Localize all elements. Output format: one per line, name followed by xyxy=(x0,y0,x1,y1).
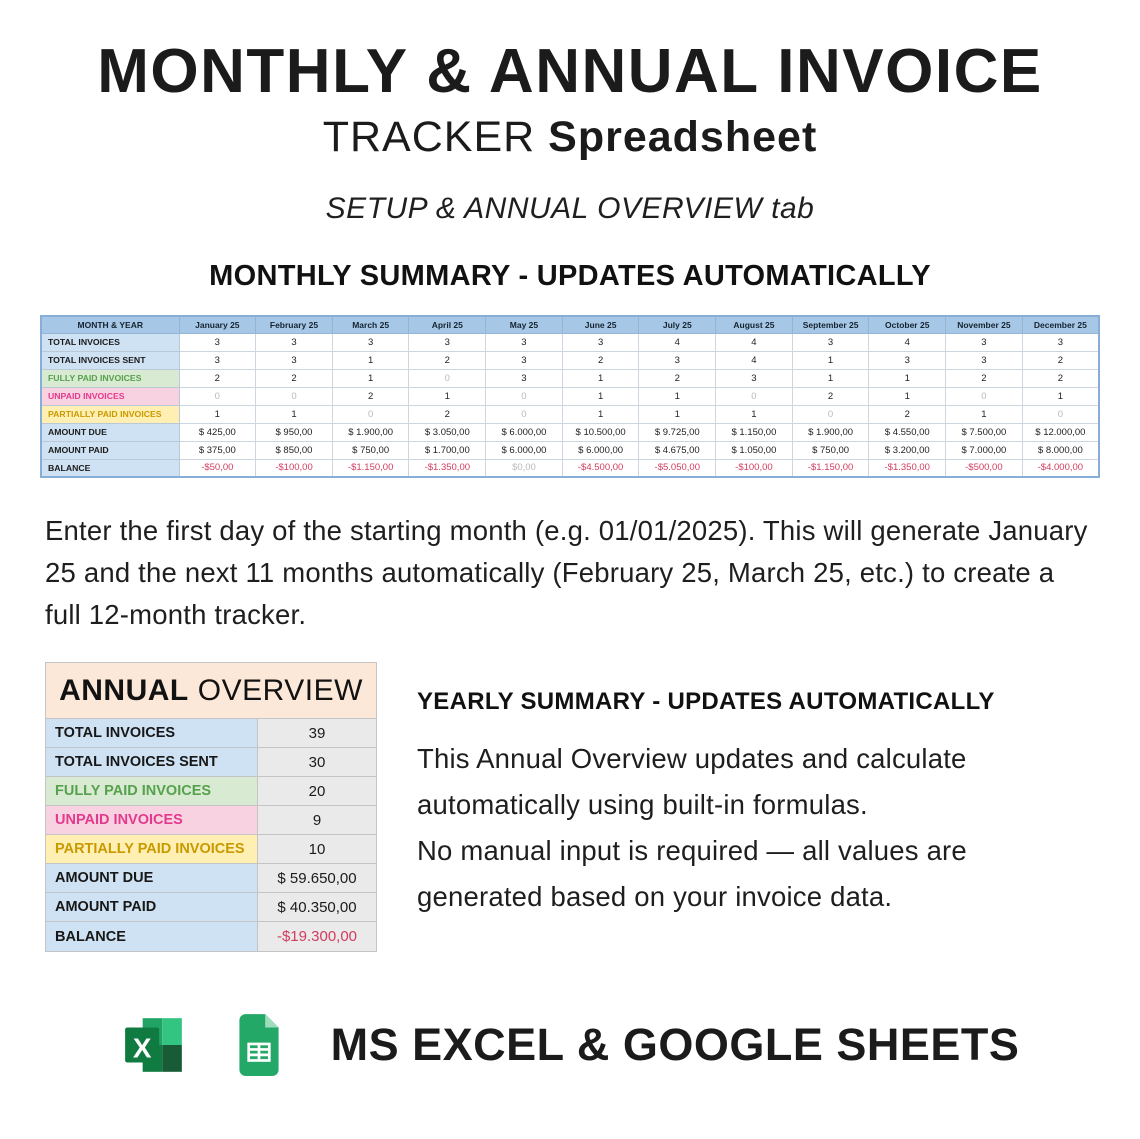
annual-row-value: -$19.300,00 xyxy=(258,922,376,951)
yearly-summary-paragraph-1: This Annual Overview updates and calculate automatically using built-in formulas. xyxy=(417,743,967,820)
table-cell: $ 1.150,00 xyxy=(716,423,793,441)
annual-row xyxy=(46,893,376,922)
month-column-header: July 25 xyxy=(639,316,716,333)
table-cell: $ 6.000,00 xyxy=(562,441,639,459)
footer-label: MS EXCEL & GOOGLE SHEETS xyxy=(330,1019,1020,1070)
table-cell: -$4.500,00 xyxy=(562,459,639,477)
table-cell: 2 xyxy=(792,387,869,405)
month-column-header: September 25 xyxy=(792,316,869,333)
yearly-summary-heading: YEARLY SUMMARY - UPDATES AUTOMATICALLY xyxy=(417,688,995,715)
table-row xyxy=(41,387,1099,405)
table-cell: $ 375,00 xyxy=(179,441,256,459)
table-cell: 3 xyxy=(179,351,256,369)
month-column-header: May 25 xyxy=(486,316,563,333)
annual-row xyxy=(46,719,376,748)
annual-row-label: BALANCE xyxy=(46,922,258,951)
monthly-header-row xyxy=(41,316,1099,333)
table-cell: 2 xyxy=(332,387,409,405)
annual-row xyxy=(46,806,376,835)
table-cell: $ 3.050,00 xyxy=(409,423,486,441)
table-cell: 1 xyxy=(869,369,946,387)
table-cell: 2 xyxy=(1022,351,1099,369)
annual-row xyxy=(46,922,376,951)
table-cell: 1 xyxy=(409,387,486,405)
row-label: BALANCE xyxy=(41,459,179,477)
annual-row-value: 9 xyxy=(258,806,376,834)
subtitle-tracker: TRACKER xyxy=(322,113,549,161)
table-cell: $ 4.550,00 xyxy=(869,423,946,441)
setup-note: Enter the first day of the starting month (e.g. 01/01/2025). This will generate January 25 and the next 11 months automatically (February 25, March 25, etc.) to create a full 12-month tracker. xyxy=(45,515,1088,630)
table-cell: $ 9.725,00 xyxy=(639,423,716,441)
table-cell: $ 7.000,00 xyxy=(946,441,1023,459)
table-cell: 2 xyxy=(562,351,639,369)
table-cell: 0 xyxy=(256,387,333,405)
monthly-summary-heading: MONTHLY SUMMARY - UPDATES AUTOMATICALLY xyxy=(209,260,931,292)
table-cell: 2 xyxy=(179,369,256,387)
table-cell: 1 xyxy=(179,405,256,423)
annual-row-label: AMOUNT DUE xyxy=(46,864,258,892)
google-sheets-icon xyxy=(233,1012,285,1078)
svg-text:X: X xyxy=(132,1032,152,1064)
month-column-header: December 25 xyxy=(1022,316,1099,333)
table-cell: $ 6.000,00 xyxy=(486,441,563,459)
annual-row xyxy=(46,748,376,777)
table-cell: -$100,00 xyxy=(256,459,333,477)
table-row xyxy=(41,405,1099,423)
annual-overview-title xyxy=(46,663,376,719)
table-cell: $ 10.500,00 xyxy=(562,423,639,441)
table-cell: 2 xyxy=(639,369,716,387)
table-cell: -$1.150,00 xyxy=(792,459,869,477)
table-cell: 3 xyxy=(256,333,333,351)
annual-row-label: PARTIALLY PAID INVOICES xyxy=(46,835,258,863)
table-cell: 3 xyxy=(792,333,869,351)
table-cell: $ 6.000,00 xyxy=(486,423,563,441)
table-cell: 3 xyxy=(946,351,1023,369)
table-cell: $0,00 xyxy=(486,459,563,477)
table-cell: $ 1.900,00 xyxy=(792,423,869,441)
annual-row xyxy=(46,835,376,864)
table-cell: 3 xyxy=(639,351,716,369)
page-subtitle xyxy=(0,113,1140,162)
table-cell: 1 xyxy=(792,369,869,387)
annual-overview-rows xyxy=(46,719,376,951)
annual-row-label: AMOUNT PAID xyxy=(46,893,258,921)
monthly-table-body xyxy=(41,333,1099,477)
table-cell: 3 xyxy=(946,333,1023,351)
table-cell: 3 xyxy=(486,369,563,387)
month-column-header: February 25 xyxy=(256,316,333,333)
annual-row-value: $ 40.350,00 xyxy=(258,893,376,921)
table-cell: 2 xyxy=(1022,369,1099,387)
table-cell: 4 xyxy=(716,351,793,369)
table-row xyxy=(41,369,1099,387)
annual-row-value: 39 xyxy=(258,719,376,747)
table-cell: 3 xyxy=(409,333,486,351)
row-label: FULLY PAID INVOICES xyxy=(41,369,179,387)
table-cell: 3 xyxy=(179,333,256,351)
month-column-header: June 25 xyxy=(562,316,639,333)
table-cell: $ 950,00 xyxy=(256,423,333,441)
yearly-summary-section xyxy=(417,662,1095,920)
table-cell: 0 xyxy=(179,387,256,405)
table-cell: 2 xyxy=(256,369,333,387)
row-label: UNPAID INVOICES xyxy=(41,387,179,405)
table-cell: 1 xyxy=(562,369,639,387)
annual-row-label: FULLY PAID INVOICES xyxy=(46,777,258,805)
annual-row xyxy=(46,777,376,806)
table-row xyxy=(41,423,1099,441)
table-cell: 0 xyxy=(1022,405,1099,423)
table-cell: 3 xyxy=(486,333,563,351)
table-cell: 1 xyxy=(332,351,409,369)
excel-icon xyxy=(121,1012,187,1078)
annual-row-value: 30 xyxy=(258,748,376,776)
table-cell: 1 xyxy=(332,369,409,387)
month-column-header: March 25 xyxy=(332,316,409,333)
table-cell: 1 xyxy=(716,405,793,423)
table-cell: 0 xyxy=(716,387,793,405)
table-row xyxy=(41,441,1099,459)
table-cell: 1 xyxy=(562,387,639,405)
annual-row xyxy=(46,864,376,893)
subtitle-spreadsheet: Spreadsheet xyxy=(548,113,818,161)
table-cell: 3 xyxy=(1022,333,1099,351)
table-cell: 0 xyxy=(792,405,869,423)
annual-row-label: UNPAID INVOICES xyxy=(46,806,258,834)
table-cell: $ 7.500,00 xyxy=(946,423,1023,441)
table-cell: 1 xyxy=(639,387,716,405)
annual-row-value: $ 59.650,00 xyxy=(258,864,376,892)
month-column-header: April 25 xyxy=(409,316,486,333)
row-label: AMOUNT DUE xyxy=(41,423,179,441)
table-cell: 0 xyxy=(332,405,409,423)
annual-row-label: TOTAL INVOICES SENT xyxy=(46,748,258,776)
table-cell: $ 12.000,00 xyxy=(1022,423,1099,441)
table-cell: $ 750,00 xyxy=(792,441,869,459)
row-label: TOTAL INVOICES SENT xyxy=(41,351,179,369)
table-cell: 2 xyxy=(409,405,486,423)
month-column-header: October 25 xyxy=(869,316,946,333)
table-cell: -$4.000,00 xyxy=(1022,459,1099,477)
table-cell: 1 xyxy=(792,351,869,369)
month-column-header: November 25 xyxy=(946,316,1023,333)
table-cell: 4 xyxy=(869,333,946,351)
table-cell: -$100,00 xyxy=(716,459,793,477)
table-cell: $ 1.050,00 xyxy=(716,441,793,459)
monthly-summary-table xyxy=(40,315,1100,478)
table-cell: 3 xyxy=(332,333,409,351)
table-cell: -$1.350,00 xyxy=(409,459,486,477)
table-cell: $ 850,00 xyxy=(256,441,333,459)
tab-note: SETUP & ANNUAL OVERVIEW tab xyxy=(325,192,815,225)
table-cell: 0 xyxy=(486,387,563,405)
overview-section xyxy=(45,662,1095,952)
table-cell: $ 1.700,00 xyxy=(409,441,486,459)
table-row xyxy=(41,333,1099,351)
table-cell: $ 1.900,00 xyxy=(332,423,409,441)
month-year-column-header: MONTH & YEAR xyxy=(41,316,179,333)
table-cell: -$5.050,00 xyxy=(639,459,716,477)
table-cell: 2 xyxy=(409,351,486,369)
table-cell: 0 xyxy=(409,369,486,387)
table-cell: 3 xyxy=(486,351,563,369)
table-cell: 1 xyxy=(946,405,1023,423)
table-cell: 1 xyxy=(869,387,946,405)
table-cell: -$50,00 xyxy=(179,459,256,477)
annual-row-value: 20 xyxy=(258,777,376,805)
month-column-header: January 25 xyxy=(179,316,256,333)
table-cell: 1 xyxy=(1022,387,1099,405)
annual-title-regular: OVERVIEW xyxy=(197,674,363,707)
table-cell: 3 xyxy=(869,351,946,369)
row-label: PARTIALLY PAID INVOICES xyxy=(41,405,179,423)
table-cell: -$500,00 xyxy=(946,459,1023,477)
table-cell: 4 xyxy=(716,333,793,351)
table-cell: 1 xyxy=(562,405,639,423)
annual-overview-card xyxy=(45,662,377,952)
row-label: TOTAL INVOICES xyxy=(41,333,179,351)
table-cell: $ 3.200,00 xyxy=(869,441,946,459)
table-cell: 4 xyxy=(639,333,716,351)
month-column-header: August 25 xyxy=(716,316,793,333)
table-cell: $ 8.000,00 xyxy=(1022,441,1099,459)
table-cell: -$1.350,00 xyxy=(869,459,946,477)
table-cell: $ 425,00 xyxy=(179,423,256,441)
table-row xyxy=(41,459,1099,477)
annual-title-bold: ANNUAL xyxy=(59,674,189,707)
table-cell: 0 xyxy=(946,387,1023,405)
table-cell: $ 4.675,00 xyxy=(639,441,716,459)
table-cell: 2 xyxy=(946,369,1023,387)
annual-row-value: 10 xyxy=(258,835,376,863)
table-cell: 3 xyxy=(562,333,639,351)
row-label: AMOUNT PAID xyxy=(41,441,179,459)
table-cell: 1 xyxy=(256,405,333,423)
annual-row-label: TOTAL INVOICES xyxy=(46,719,258,747)
table-cell: -$1.150,00 xyxy=(332,459,409,477)
table-cell: 0 xyxy=(486,405,563,423)
footer xyxy=(0,1012,1140,1078)
yearly-summary-paragraph-2: No manual input is required — all values are generated based on your invoice data. xyxy=(417,835,967,912)
table-cell: 1 xyxy=(639,405,716,423)
table-cell: 2 xyxy=(869,405,946,423)
page-title: MONTHLY & ANNUAL INVOICE xyxy=(97,37,1043,106)
table-cell: 3 xyxy=(716,369,793,387)
table-row xyxy=(41,351,1099,369)
table-cell: $ 750,00 xyxy=(332,441,409,459)
table-cell: 3 xyxy=(256,351,333,369)
